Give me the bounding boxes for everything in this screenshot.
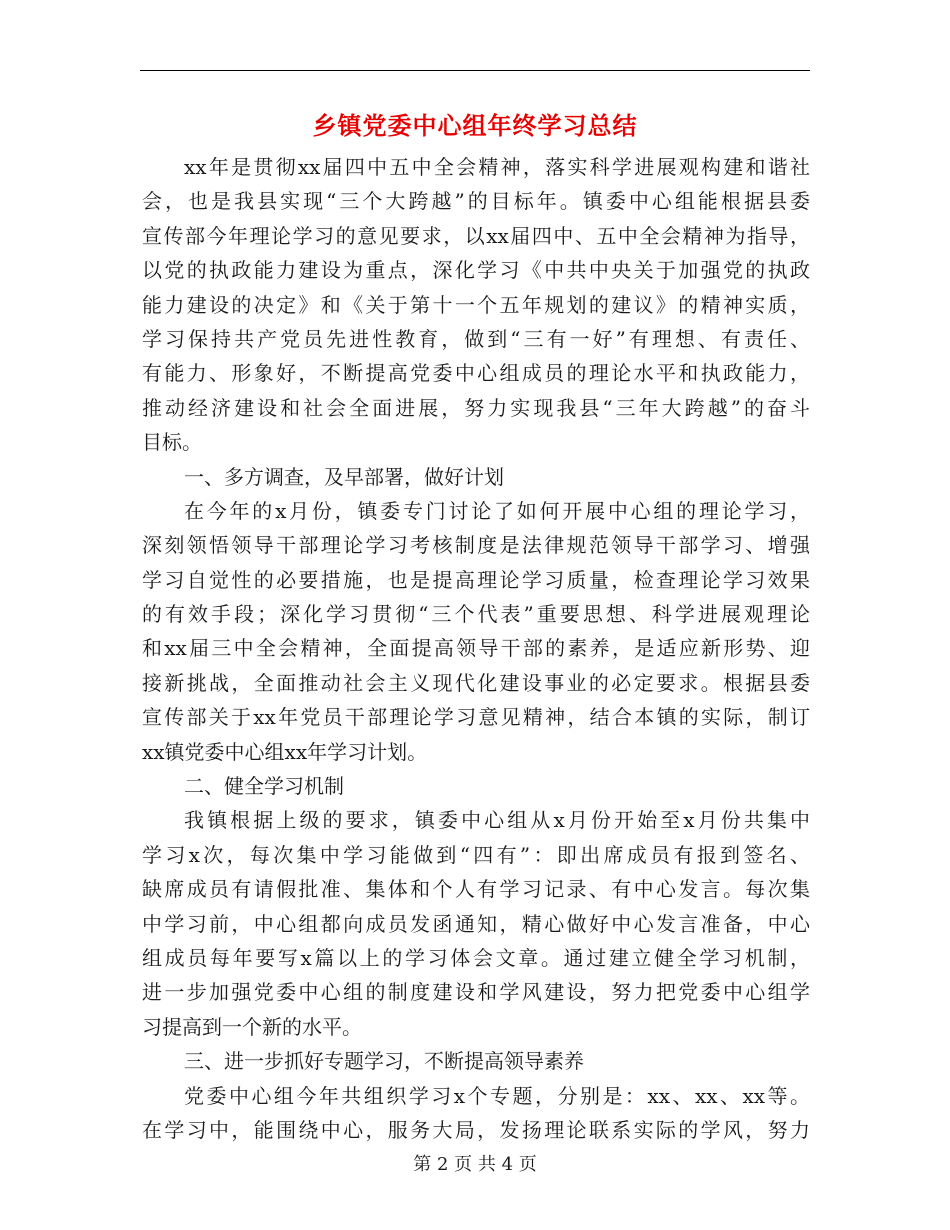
text-line: 学习自觉性的必要措施，也是提高理论学习质量，检查理论学习效果 [142,567,810,592]
text-line: 能力建设的决定》和《关于第十一个五年规划的建议》的精神实质， [142,292,810,317]
text-line: 推动经济建设和社会全面进展，努力实现我县“三年大跨越”的奋斗 [142,395,810,420]
text-line: 组成员每年要写x篇以上的学习体会文章。通过建立健全学习机制， [142,945,810,970]
page-number: 第 2 页 共 4 页 [413,1154,537,1175]
text-line: 在学习中，能围绕中心，服务大局，发扬理论联系实际的学风，努力 [142,1117,810,1142]
text-line: 在今年的x月份，镇委专门讨论了如何开展中心组的理论学习， [184,498,810,523]
text-line: 的有效手段；深化学习贯彻“三个代表”重要思想、科学进展观理论 [142,602,810,627]
text-line: 三、进一步抓好专题学习，不断提高领导素养 [184,1049,584,1074]
text-line: 中学习前，中心组都向成员发函通知，精心做好中心发言准备，中心 [142,911,810,936]
text-line: 进一步加强党委中心组的制度建设和学风建设，努力把党委中心组学 [142,980,810,1005]
text-line: 以党的执政能力建设为重点，深化学习《中共中央关于加强党的执政 [142,258,810,283]
text-line: 目标。 [142,430,202,455]
text-line: 学习x次，每次集中学习能做到“四有”：即出席成员有报到签名、 [142,842,810,867]
text-line: 会，也是我县实现“三个大跨越”的目标年。镇委中心组能根据县委 [142,189,810,214]
text-line: xx镇党委中心组xx年学习计划。 [142,739,428,764]
header-rule [140,70,810,71]
text-line: 二、健全学习机制 [184,774,344,799]
text-line: 和xx届三中全会精神，全面提高领导干部的素养，是适应新形势、迎 [142,636,810,661]
text-line: 我镇根据上级的要求，镇委中心组从x月份开始至x月份共集中 [184,808,810,833]
text-line: 党委中心组今年共组织学习x个专题，分别是：xx、xx、xx等。 [184,1083,810,1108]
text-line: 有能力、形象好，不断提高党委中心组成员的理论水平和执政能力， [142,361,810,386]
text-line: 深刻领悟领导干部理论学习考核制度是法律规范领导干部学习、增强 [142,533,810,558]
text-line: xx年是贯彻xx届四中五中全会精神，落实科学进展观构建和谐社 [184,155,810,179]
text-line: 习提高到一个新的水平。 [142,1014,362,1039]
text-line: 学习保持共产党员先进性教育，做到“三有一好”有理想、有责任、 [142,326,810,351]
text-line: 一、多方调查，及早部署，做好计划 [184,464,504,489]
document-body [142,150,810,1147]
text-line: 接新挑战，全面推动社会主义现代化建设事业的必定要求。根据县委 [142,670,810,695]
document-title: 乡镇党委中心组年终学习总结 [312,111,638,140]
text-line: 宣传部今年理论学习的意见要求，以xx届四中、五中全会精神为指导， [142,223,810,248]
text-line: 宣传部关于xx年党员干部理论学习意见精神，结合本镇的实际，制订 [142,705,810,730]
text-line: 缺席成员有请假批准、集体和个人有学习记录、有中心发言。每次集 [142,877,810,902]
